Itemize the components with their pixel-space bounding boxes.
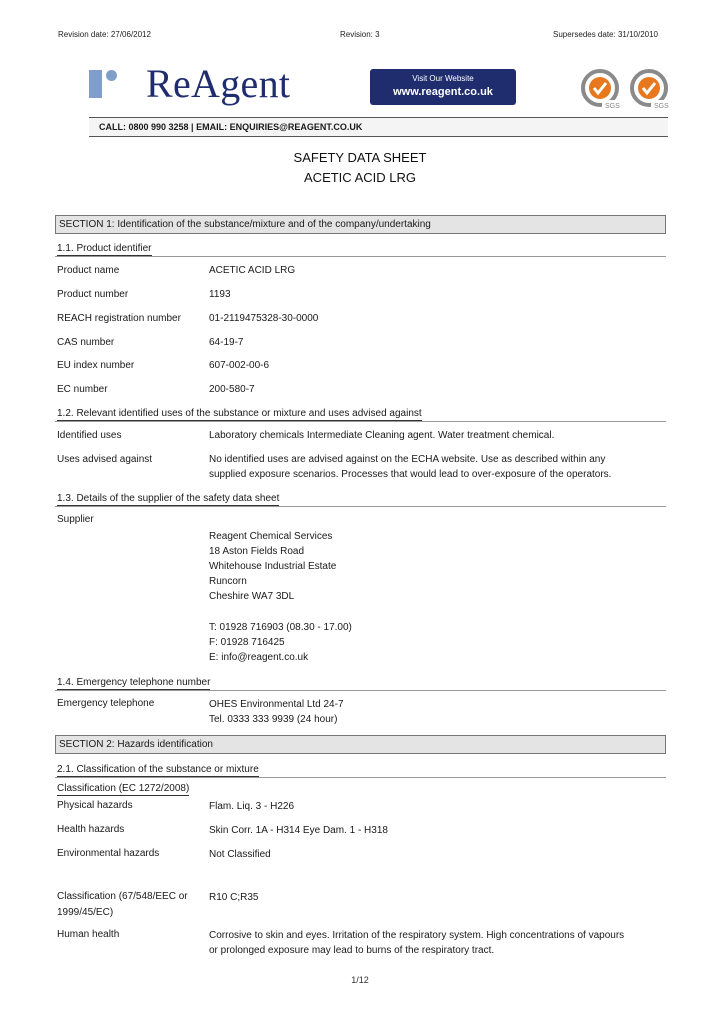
sgs-certification-icon (627, 68, 671, 110)
section-2-heading: SECTION 2: Hazards identification (55, 735, 666, 754)
emergency-telephone-label: Emergency telephone (57, 698, 155, 709)
emergency-provider: OHES Environmental Ltd 24-7 (209, 699, 344, 710)
emergency-phone: Tel. 0333 333 9939 (24 hour) (209, 714, 338, 725)
contact-bar: CALL: 0800 990 3258 | EMAIL: ENQUIRIES@REAGENT.CO.UK (89, 117, 668, 137)
supplier-address-line: Whitehouse Industrial Estate (209, 561, 337, 572)
supplier-address-line: 18 Aston Fields Road (209, 546, 305, 557)
sgs-certification-icon (578, 68, 622, 110)
supplier-email[interactable]: E: info@reagent.co.uk (209, 652, 309, 663)
identified-uses-value: Laboratory chemicals Intermediate Cleaning agent. Water treatment chemical. (209, 430, 555, 441)
health-hazards-value: Skin Corr. 1A - H314 Eye Dam. 1 - H318 (209, 825, 388, 836)
supplier-address-line: Runcorn (209, 576, 247, 587)
visit-website-button[interactable] (370, 69, 516, 105)
section-1-heading: SECTION 1: Identification of the substance/mixture and of the company/undertaking (55, 215, 666, 234)
page-number: 1/12 (351, 975, 369, 985)
environmental-hazards-value: Not Classified (209, 849, 271, 860)
divider (55, 777, 666, 778)
divider (55, 256, 666, 257)
product-title: ACETIC ACID LRG (304, 170, 416, 185)
product-number-label: Product number (57, 289, 129, 300)
cas-number-value: 64-19-7 (209, 337, 244, 348)
old-classification-label: Classification (67/548/EEC or (57, 891, 188, 902)
human-health-line-2: or prolonged exposure may lead to burns of the respiratory tract. (209, 945, 495, 956)
eu-index-label: EU index number (57, 360, 135, 371)
cas-number-label: CAS number (57, 337, 115, 348)
ec-number-value: 200-580-7 (209, 384, 255, 395)
reach-number-value: 01-2119475328-30-0000 (209, 313, 319, 324)
human-health-line-1: Corrosive to skin and eyes. Irritation of the respiratory system. High concentrations of vapours (209, 930, 625, 941)
uses-advised-against-line-1: No identified uses are advised against on the ECHA website. Use as described within any (209, 454, 606, 465)
old-classification-label: 1999/45/EC) (57, 907, 114, 918)
sgs-label: SGS (654, 103, 669, 110)
supersedes-date: Supersedes date: 31/10/2010 (553, 30, 658, 39)
supplier-label: Supplier (57, 514, 94, 525)
website-url[interactable]: www.reagent.co.uk (393, 86, 493, 98)
revision-number: Revision: 3 (340, 30, 380, 39)
visit-website-label: Visit Our Website (412, 74, 474, 83)
sgs-label: SGS (605, 103, 620, 110)
human-health-label: Human health (57, 929, 120, 940)
supplier-phone: T: 01928 716903 (08.30 - 17.00) (209, 622, 352, 633)
reagent-logo-icon (89, 68, 121, 100)
reach-number-label: REACH registration number (57, 313, 181, 324)
product-name-value: ACETIC ACID LRG (209, 265, 296, 276)
health-hazards-label: Health hazards (57, 824, 125, 835)
document-title: SAFETY DATA SHEET (293, 150, 427, 165)
subsection-2-1-heading: 2.1. Classification of the substance or mixture (57, 764, 259, 775)
divider (55, 506, 666, 507)
product-number-value: 1193 (209, 289, 231, 300)
physical-hazards-value: Flam. Liq. 3 - H226 (209, 801, 295, 812)
uses-advised-against-label: Uses advised against (57, 454, 153, 465)
subsection-1-3-heading: 1.3. Details of the supplier of the safety data sheet (57, 493, 280, 504)
divider (55, 421, 666, 422)
uses-advised-against-line-2: supplied exposure scenarios. Processes that would lead to over-exposure of the operators. (209, 469, 612, 480)
supplier-fax: F: 01928 716425 (209, 637, 285, 648)
eu-index-value: 607-002-00-6 (209, 360, 270, 371)
old-classification-value: R10 C;R35 (209, 892, 259, 903)
brand-name: ReAgent (146, 61, 291, 106)
subsection-1-1-heading: 1.1. Product identifier (57, 243, 152, 254)
ec-number-label: EC number (57, 384, 108, 395)
supplier-address-line: Reagent Chemical Services (209, 531, 333, 542)
divider (55, 690, 666, 691)
environmental-hazards-label: Environmental hazards (57, 848, 160, 859)
classification-ec-heading: Classification (EC 1272/2008) (57, 783, 190, 794)
supplier-address-line: Cheshire WA7 3DL (209, 591, 295, 602)
identified-uses-label: Identified uses (57, 430, 122, 441)
product-name-label: Product name (57, 265, 120, 276)
subsection-1-2-heading: 1.2. Relevant identified uses of the substance or mixture and uses advised against (57, 408, 422, 419)
physical-hazards-label: Physical hazards (57, 800, 133, 811)
subsection-1-4-heading: 1.4. Emergency telephone number (57, 677, 211, 688)
revision-date: Revision date: 27/06/2012 (58, 30, 151, 39)
